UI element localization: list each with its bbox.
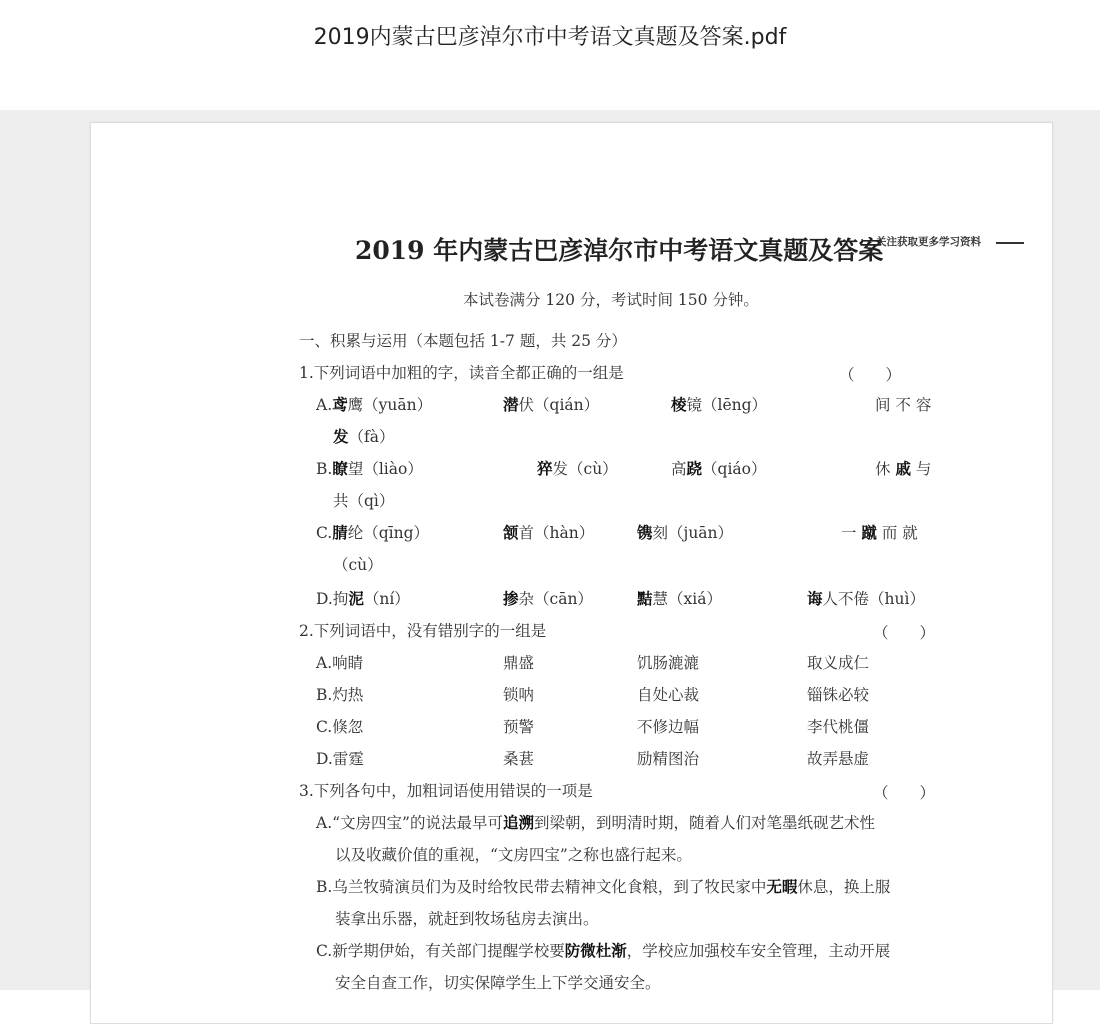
q2-word: 预警 bbox=[503, 718, 535, 736]
page-content bbox=[91, 123, 1052, 1003]
option-d-item: 诲人不倦（huì） bbox=[807, 589, 925, 608]
q2-word: 饥肠漉漉 bbox=[637, 654, 700, 672]
document-title: 2019 年内蒙古巴彦淖尔市中考语文真题及答案 bbox=[355, 236, 884, 265]
q2-word: 桑葚 bbox=[503, 750, 535, 768]
q2-option: D.雷霆 bbox=[316, 750, 364, 768]
q2-word: 锁呐 bbox=[503, 686, 535, 704]
q2-option: C.倏忽 bbox=[316, 718, 364, 736]
q2-word: 取义成仁 bbox=[807, 654, 870, 672]
option-b-item: 高跷（qiáo） bbox=[671, 459, 767, 478]
option-c: C.腈纶（qīng） bbox=[316, 523, 430, 542]
question-2-stem: 2.下列词语中，没有错别字的一组是 bbox=[299, 622, 547, 640]
answer-bracket: （ ） bbox=[873, 624, 936, 642]
q2-word: 锱铢必较 bbox=[807, 686, 870, 704]
file-title: 2019内蒙古巴彦淖尔市中考语文真题及答案.pdf bbox=[313, 25, 787, 50]
q3-option-c: C.新学期伊始，有关部门提醒学校要防微杜渐，学校应加强校车安全管理，主动开展 bbox=[316, 941, 891, 960]
exam-note: 本试卷满分 120 分，考试时间 150 分钟。 bbox=[463, 291, 759, 309]
document-viewer[interactable] bbox=[0, 110, 1100, 990]
option-a-item: 棱镜（lēng） bbox=[671, 395, 768, 414]
viewer-header bbox=[0, 0, 1100, 110]
option-c-item: 镌刻（juān） bbox=[637, 523, 734, 542]
answer-bracket: （ ） bbox=[839, 366, 902, 384]
q2-word: 鼎盛 bbox=[503, 654, 535, 672]
pdf-page bbox=[90, 122, 1053, 1024]
section-heading: 一、积累与运用（本题包括 1-7 题，共 25 分） bbox=[299, 332, 627, 350]
option-a: A.鸢鹰（yuān） bbox=[316, 395, 433, 414]
option-b-item: 猝发（cù） bbox=[537, 459, 618, 478]
option-d-item: 掺杂（cān） bbox=[503, 589, 593, 608]
q2-word: 李代桃僵 bbox=[807, 718, 870, 736]
option-b-wrap: 共（qì） bbox=[333, 492, 395, 510]
question-3-stem: 3.下列各句中，加粗词语使用错误的一项是 bbox=[299, 782, 593, 800]
q2-option: A.响睛 bbox=[316, 654, 364, 672]
option-d: D.拘泥（ní） bbox=[316, 589, 410, 608]
watermark-text: 关注获取更多学习资料 bbox=[876, 236, 981, 248]
q2-option: B.灼热 bbox=[316, 686, 364, 704]
answer-bracket: （ ） bbox=[873, 784, 936, 802]
q3-option-b-wrap: 装拿出乐器，就赶到牧场毡房去演出。 bbox=[335, 910, 599, 928]
option-a-wrap: 发（fà） bbox=[333, 427, 395, 446]
option-d-item: 黠慧（xiá） bbox=[637, 589, 722, 608]
option-c-item: 一 蹴 而 就 bbox=[841, 523, 918, 542]
q2-word: 励精图治 bbox=[637, 750, 700, 768]
q3-option-b: B.乌兰牧骑演员们为及时给牧民带去精神文化食粮，到了牧民家中无暇休息，换上服 bbox=[316, 877, 891, 896]
q2-word: 故弄悬虚 bbox=[807, 750, 870, 768]
option-c-item: 颔首（hàn） bbox=[503, 523, 595, 542]
option-a-item: 潜伏（qián） bbox=[503, 395, 600, 414]
question-1-stem: 1.下列词语中加粗的字，读音全都正确的一组是 bbox=[299, 364, 624, 382]
q2-word: 不修边幅 bbox=[637, 718, 700, 736]
option-b: B.瞭望（liào） bbox=[316, 459, 423, 478]
option-a-item: 间 不 容 bbox=[875, 396, 932, 414]
q3-option-c-wrap: 安全自查工作，切实保障学生上下学交通安全。 bbox=[335, 974, 661, 992]
watermark-dash bbox=[996, 242, 1024, 244]
q2-word: 自处心裁 bbox=[637, 686, 700, 704]
q3-option-a: A.“文房四宝”的说法最早可追溯到梁朝，到明清时期，随着人们对笔墨纸砚艺术性 bbox=[316, 813, 876, 832]
option-b-item: 休 戚 与 bbox=[875, 459, 932, 478]
option-c-wrap: （cù） bbox=[333, 556, 383, 574]
q3-option-a-wrap: 以及收藏价值的重视，“文房四宝”之称也盛行起来。 bbox=[335, 846, 692, 864]
